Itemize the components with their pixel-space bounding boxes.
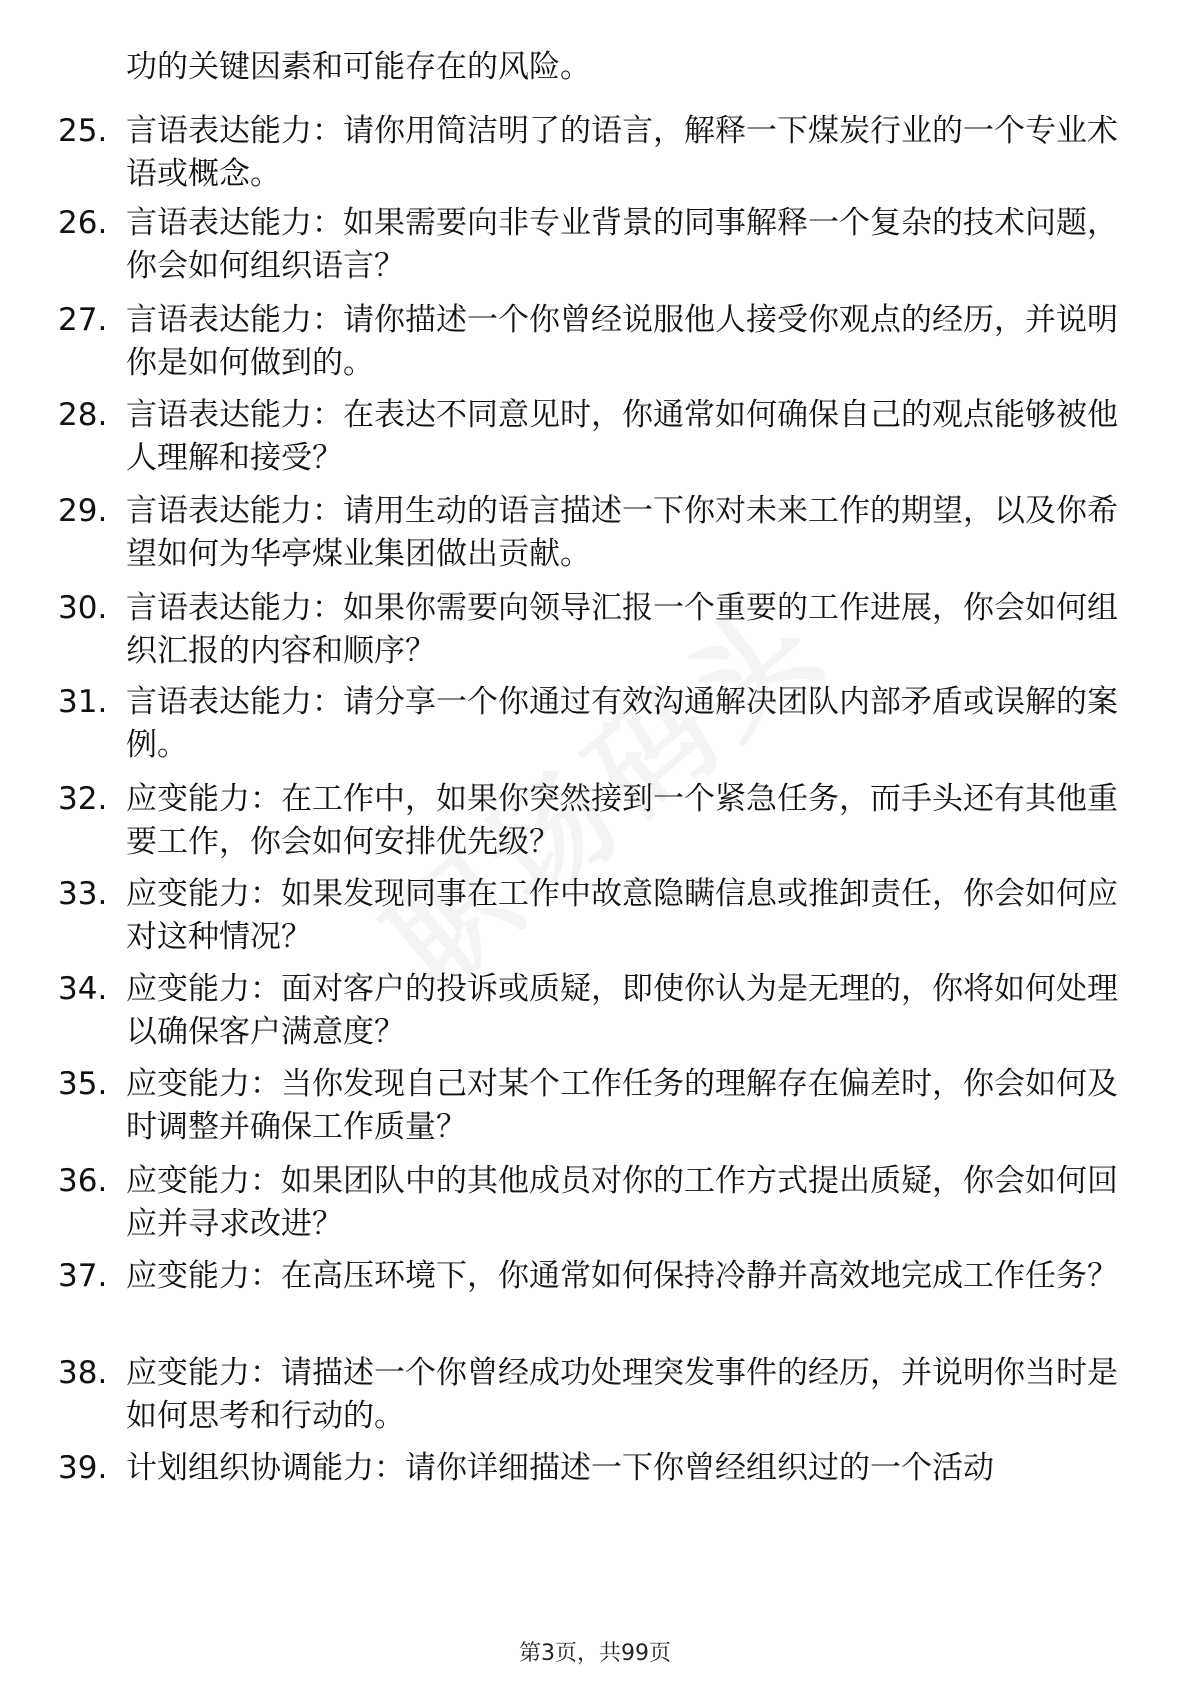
item-number: 35. <box>58 1066 108 1102</box>
item-text: 言语表达能力：请你描述一个你曾经说服他人接受你观点的经历，并说明你是如何做到的。 <box>126 302 1118 381</box>
item-number: 31. <box>58 684 108 720</box>
item-text: 言语表达能力：在表达不同意见时，你通常如何确保自己的观点能够被他人理解和接受？ <box>126 397 1118 476</box>
item-number: 33. <box>58 876 108 912</box>
item-number: 28. <box>58 397 108 433</box>
item-text: 计划组织协调能力：请你详细描述一下你曾经组织过的一个活动 <box>126 1450 994 1486</box>
item-number: 30. <box>58 590 108 626</box>
item-text: 言语表达能力：如果需要向非专业背景的同事解释一个复杂的技术问题，你会如何组织语言？ <box>126 205 1118 284</box>
item-number: 38. <box>58 1355 108 1391</box>
item-text: 应变能力：请描述一个你曾经成功处理突发事件的经历，并说明你当时是如何思考和行动的。 <box>126 1355 1118 1434</box>
item-number: 37. <box>58 1258 108 1294</box>
item-number: 29. <box>58 493 108 529</box>
item-number: 39. <box>58 1450 108 1486</box>
item-number: 25. <box>58 113 108 149</box>
item-number: 32. <box>58 781 108 817</box>
item-text: 言语表达能力：请分享一个你通过有效沟通解决团队内部矛盾或误解的案例。 <box>126 684 1118 763</box>
item-number: 34. <box>58 971 108 1007</box>
item-number: 27. <box>58 302 108 338</box>
item-text: 应变能力：如果团队中的其他成员对你的工作方式提出质疑，你会如何回应并寻求改进？ <box>126 1163 1118 1242</box>
item-text: 应变能力：在工作中，如果你突然接到一个紧急任务，而手头还有其他重要工作，你会如何安排优先级？ <box>126 781 1118 860</box>
item-number: 26. <box>58 205 108 241</box>
page-footer: 第3页，共99页 <box>519 1641 671 1666</box>
item-text: 言语表达能力：如果你需要向领导汇报一个重要的工作进展，你会如何组织汇报的内容和顺序？ <box>126 590 1118 669</box>
item-text: 言语表达能力：请你用简洁明了的语言，解释一下煤炭行业的一个专业术语或概念。 <box>126 113 1118 192</box>
item-text: 应变能力：在高压环境下，你通常如何保持冷静并高效地完成工作任务？ <box>126 1258 1118 1294</box>
item-text: 应变能力：如果发现同事在工作中故意隐瞒信息或推卸责任，你会如何应对这种情况？ <box>126 876 1118 955</box>
item-number: 36. <box>58 1163 108 1199</box>
item-text: 言语表达能力：请用生动的语言描述一下你对未来工作的期望，以及你希望如何为华亭煤业集团做出贡献。 <box>126 493 1118 572</box>
continuation-text: 功的关键因素和可能存在的风险。 <box>126 49 591 85</box>
item-text: 应变能力：当你发现自己对某个工作任务的理解存在偏差时，你会如何及时调整并确保工作质量？ <box>126 1066 1118 1145</box>
item-text: 应变能力：面对客户的投诉或质疑，即使你认为是无理的，你将如何处理以确保客户满意度？ <box>126 971 1118 1050</box>
